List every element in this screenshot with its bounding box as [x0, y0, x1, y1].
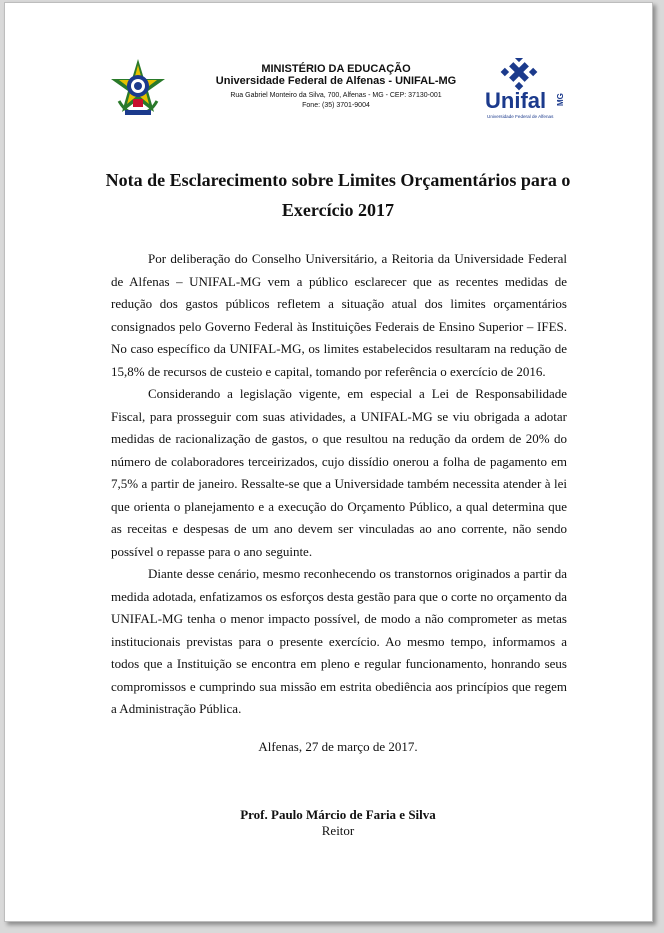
- title-line-1: Nota de Esclarecimento sobre Limites Orçamentários para o: [105, 170, 571, 190]
- logo-suffix: MG: [556, 93, 565, 106]
- paragraph-1: Por deliberação do Conselho Universitário, a Reitoria da Universidade Federal de Alfenas – UNIFAL-MG vem a público esclarecer que as recentes medidas de redução dos gastos públicos refletem a situação atual dos limites orçamentários consignados pelo Governo Federal às Instituições Federais de Ensino Superior – IFES. No caso específico da UNIFAL-MG, os limites estabelecidos resultaram na redução de 15,8% de recursos de custeio e capital, tomando por referência o exercício de 2016.: [111, 251, 567, 379]
- brazil-coat-of-arms-icon: [107, 57, 169, 119]
- logo-tagline: Universidade Federal de Alfenas: [487, 114, 554, 119]
- paragraph-3: Diante desse cenário, mesmo reconhecendo os transtornos originados a partir da medida adotada, enfatizamos os esforços desta gestão para que o corte no orçamento da UNIFAL-MG tenha o menor impacto possível, de modo a não comprometer as metas institucionais previstas para o presente exercício. Ao mesmo tempo, informamos a todos que a Instituição se encontra em pleno e regular funcionamento, honrando seus compromissos e cumprindo sua missão em estrita obediência aos princípios que regem a Administração Pública.: [111, 566, 567, 716]
- signatory-name: Prof. Paulo Márcio de Faria e Silva: [240, 807, 436, 822]
- logo-wordmark: Unifal: [485, 88, 547, 113]
- paragraph-2: Considerando a legislação vigente, em especial a Lei de Responsabilidade Fiscal, para prosseguir com suas atividades, a UNIFAL-MG se viu obrigada a adotar medidas de racionalização de gastos, o que resultou na redução da ordem de 20% do número de colaboradores terceirizados, cujo dissídio onerou a folha de pagamento em 7,5% a partir de janeiro. Ressalte-se que a Universidade também necessita atender à lei que orienta o planejamento e a execução do Orçamento Público, a qual determina que as receitas e despesas de um ano devem ser vinculadas ao ano corrente, não sendo possível o repasse para o ano seguinte.: [111, 386, 567, 559]
- ministry-name: MINISTÉRIO DA EDUCAÇÃO: [261, 63, 411, 75]
- university-name: Universidade Federal de Alfenas - UNIFAL-MG: [215, 75, 457, 87]
- letterhead: [205, 63, 467, 110]
- phone-line: Fone: (35) 3701-9004: [302, 102, 370, 109]
- unifal-logo: [483, 58, 565, 122]
- document-title: [105, 165, 571, 225]
- signatory-role: Reitor: [321, 823, 355, 838]
- document-body: [111, 248, 567, 721]
- document-page: [4, 2, 653, 922]
- address-line: Rua Gabriel Monteiro da Silva, 700, Alfenas - MG - CEP: 37130-001: [230, 92, 442, 99]
- title-line-2: Exercício 2017: [281, 200, 395, 220]
- document-date: Alfenas, 27 de março de 2017.: [258, 739, 418, 754]
